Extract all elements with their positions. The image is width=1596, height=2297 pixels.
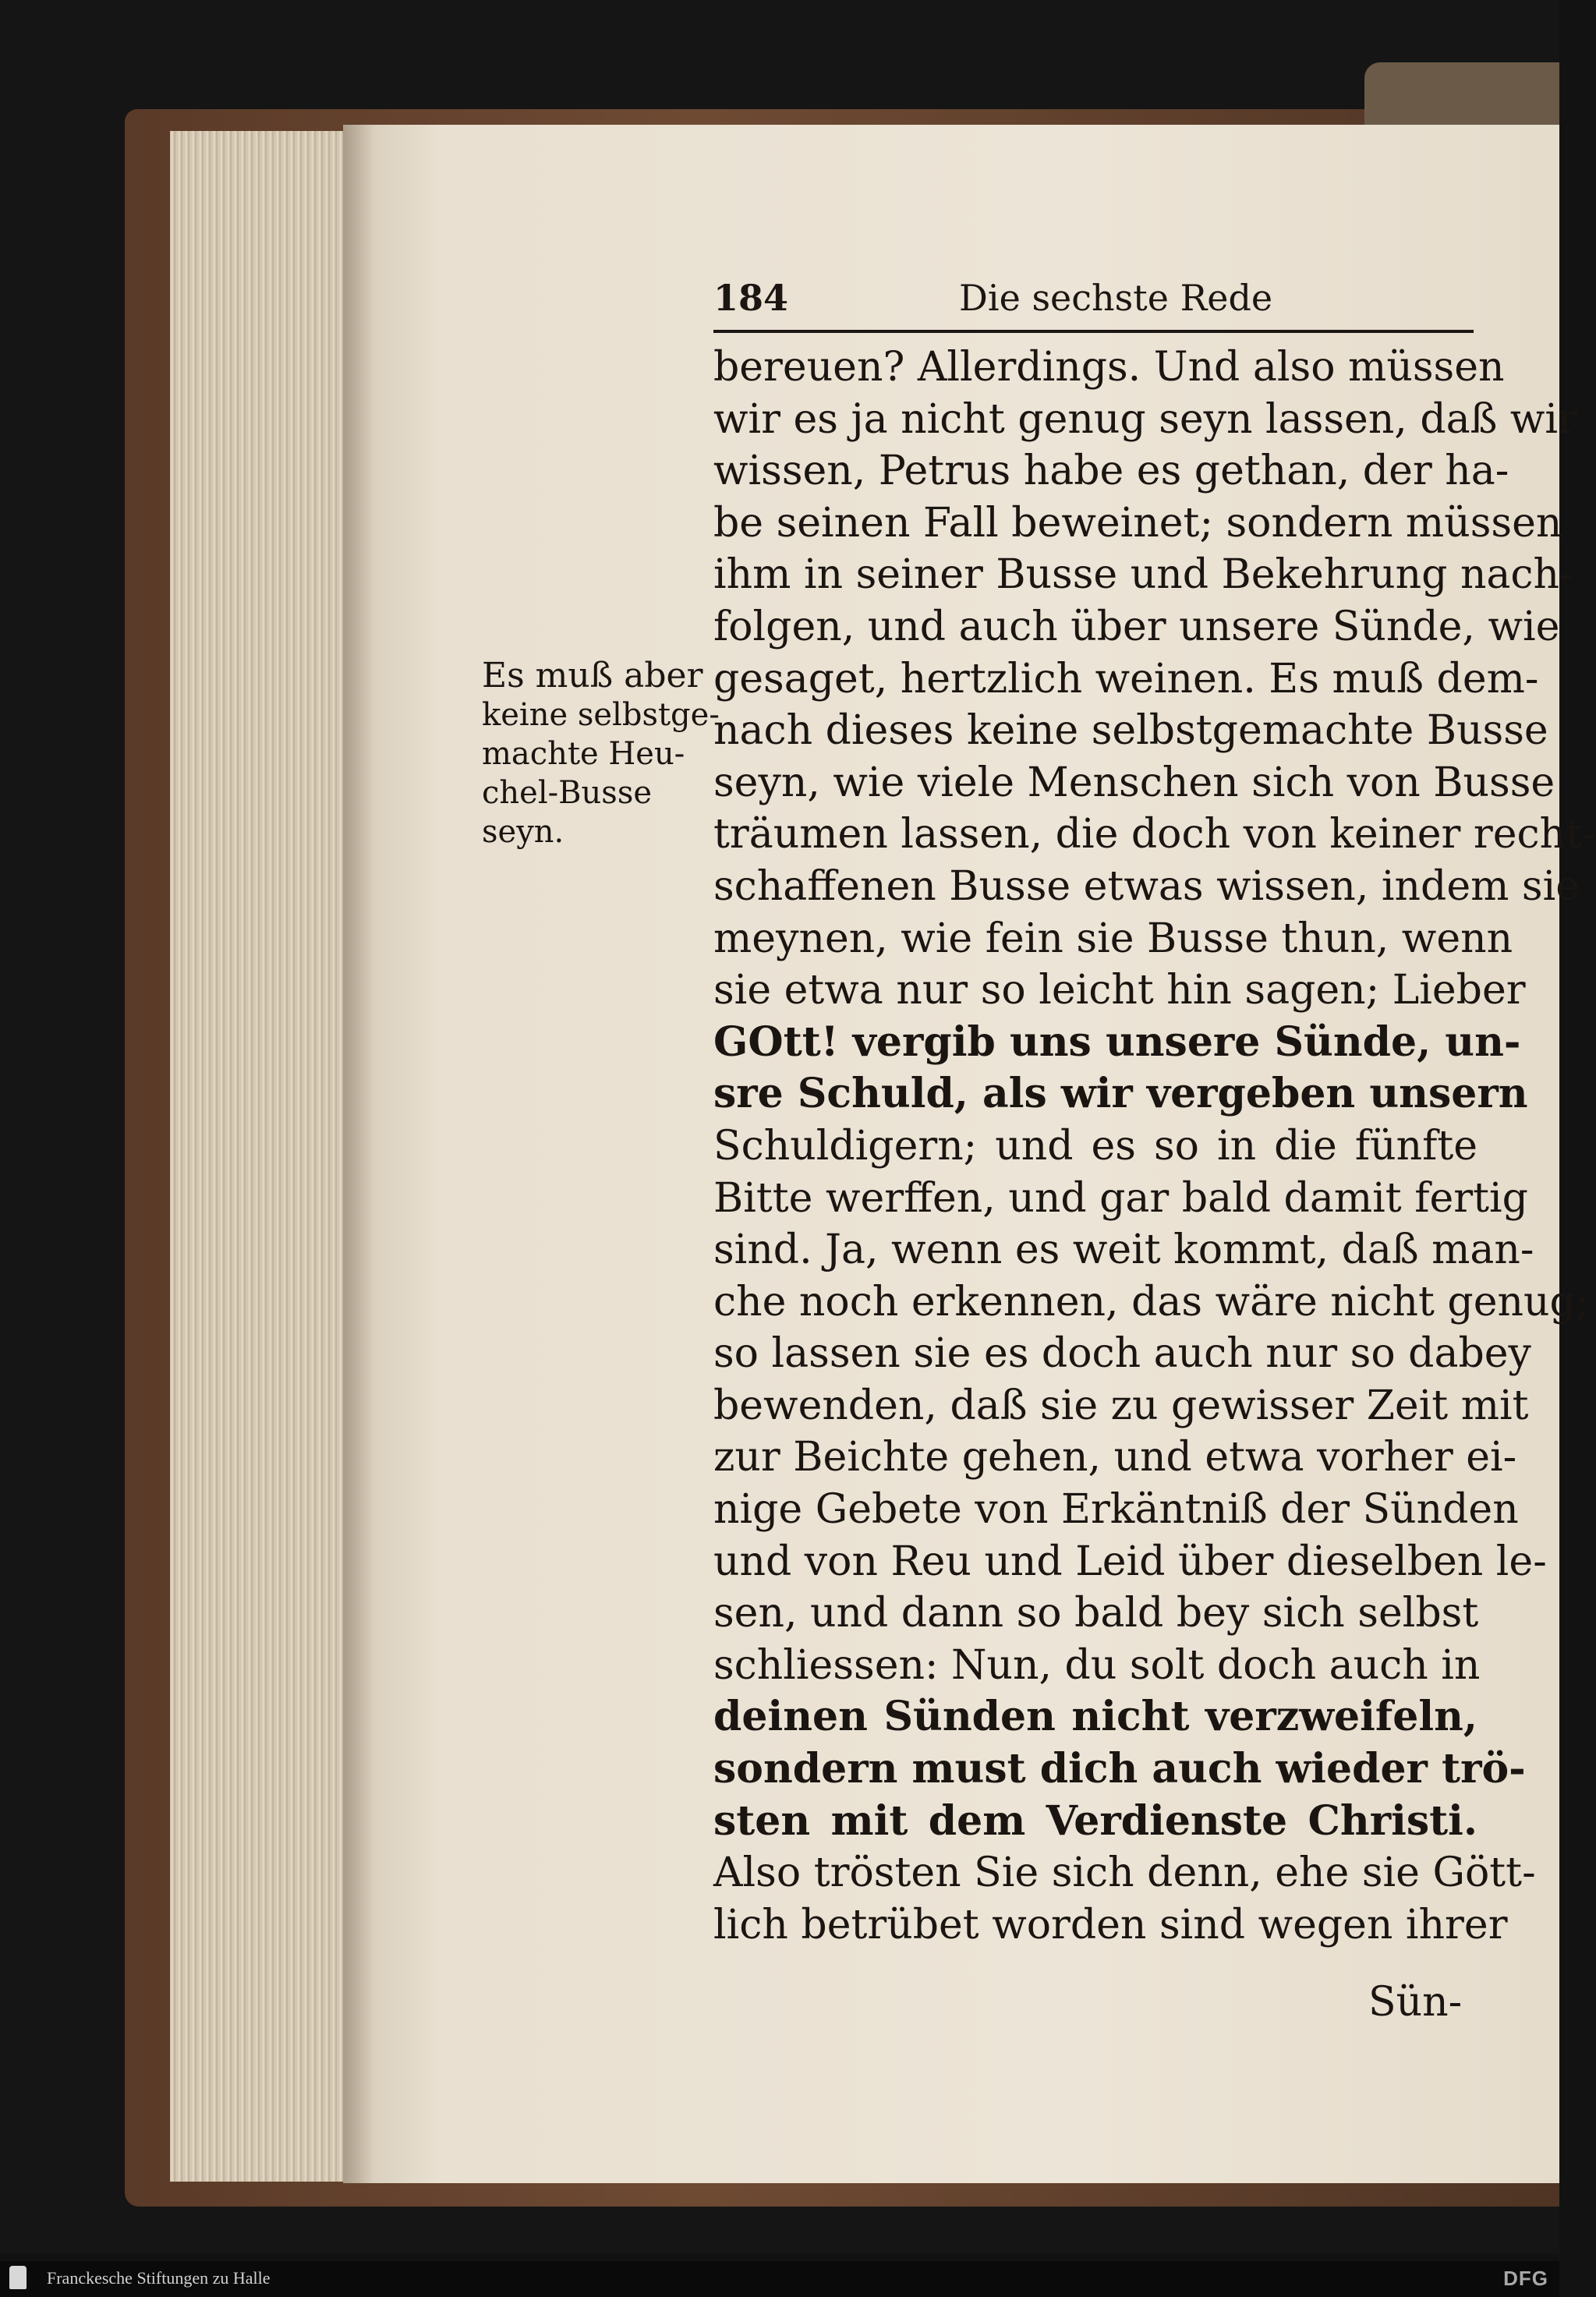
text-line: bewenden, daß sie zu gewisser Zeit mit	[713, 1382, 1529, 1429]
marginal-line: keine selbstge-	[482, 697, 720, 733]
text-line: sre Schuld, als wir vergeben unsern	[713, 1070, 1528, 1118]
marginal-note	[482, 656, 720, 851]
text-line: ihm in seiner Busse und Bekehrung nach-	[713, 551, 1573, 599]
text-line: deinen Sünden nicht verzweifeln,	[713, 1693, 1477, 1741]
text-line: meynen, wie fein sie Busse thun, wenn	[713, 915, 1513, 962]
text-line: seyn, wie viele Menschen sich von Busse	[713, 759, 1555, 806]
dfg-logo: DFG	[1503, 2267, 1548, 2290]
text-line: träumen lassen, die doch von keiner recht-	[713, 811, 1596, 858]
institution-logo-icon	[9, 2266, 27, 2289]
text-line: bereuen? Allerdings. Und also müssen	[713, 344, 1505, 391]
text-line: sen, und dann so bald bey sich selbst	[713, 1590, 1479, 1637]
page-header	[713, 277, 1477, 324]
text-line: wissen, Petrus habe es gethan, der ha-	[713, 448, 1509, 495]
marginal-line: chel-Busse	[482, 775, 653, 811]
running-head: Die sechste Rede	[959, 277, 1273, 319]
gutter-shadow	[343, 125, 374, 2183]
text-line: Also trösten Sie sich denn, ehe sie Gött-	[713, 1849, 1536, 1897]
book-cover-top	[1364, 62, 1559, 133]
text-line: Bitte werffen, und gar bald damit fertig	[713, 1174, 1528, 1222]
text-line: so lassen sie es doch auch nur so dabey	[713, 1330, 1531, 1378]
text-line: sie etwa nur so leicht hin sagen; Lieber	[713, 967, 1526, 1014]
institution-name: Franckesche Stiftungen zu Halle	[47, 2268, 271, 2288]
marginal-line: Es muß aber	[482, 656, 703, 695]
text-line: wir es ja nicht genug seyn lassen, daß wir	[713, 395, 1577, 443]
text-line: schliessen: Nun, du solt doch auch in	[713, 1641, 1481, 1689]
text-line: gesaget, hertzlich weinen. Es muß dem-	[713, 655, 1539, 703]
text-line: che noch erkennen, das wäre nicht genug;	[713, 1278, 1590, 1325]
text-line: schaffenen Busse etwas wissen, indem sie	[713, 862, 1580, 910]
marginal-line: machte Heu-	[482, 736, 685, 772]
text-line: zur Beichte gehen, und etwa vorher ei-	[713, 1434, 1517, 1481]
text-line: be seinen Fall beweinet; sondern müssen	[713, 499, 1562, 547]
catchword: Sün-	[1368, 1979, 1463, 2026]
text-line: sind. Ja, wenn es weit kommt, daß man-	[713, 1226, 1534, 1274]
text-line: GOtt! vergib uns unsere Sünde, un-	[713, 1018, 1521, 1066]
marginal-line: seyn.	[482, 814, 564, 850]
text-line: und von Reu und Leid über dieselben le-	[713, 1538, 1547, 1585]
text-line: sten mit dem Verdienste Christi.	[713, 1796, 1477, 1845]
header-rule	[713, 330, 1474, 333]
text-line: lich betrübet worden sind wegen ihrer	[713, 1901, 1508, 1948]
text-line: nige Gebete von Erkäntniß der Sünden	[713, 1486, 1519, 1534]
text-line: folgen, und auch über unsere Sünde, wie	[713, 603, 1560, 650]
body-text	[713, 342, 1596, 1951]
text-line: sondern must dich auch wieder trö-	[713, 1745, 1526, 1793]
text-line: nach dieses keine selbstgemachte Busse	[713, 707, 1548, 755]
page-number: 184	[713, 277, 789, 319]
page-edges	[170, 131, 349, 2182]
text-line: Schuldigern; und es so in die fünfte	[713, 1122, 1477, 1170]
